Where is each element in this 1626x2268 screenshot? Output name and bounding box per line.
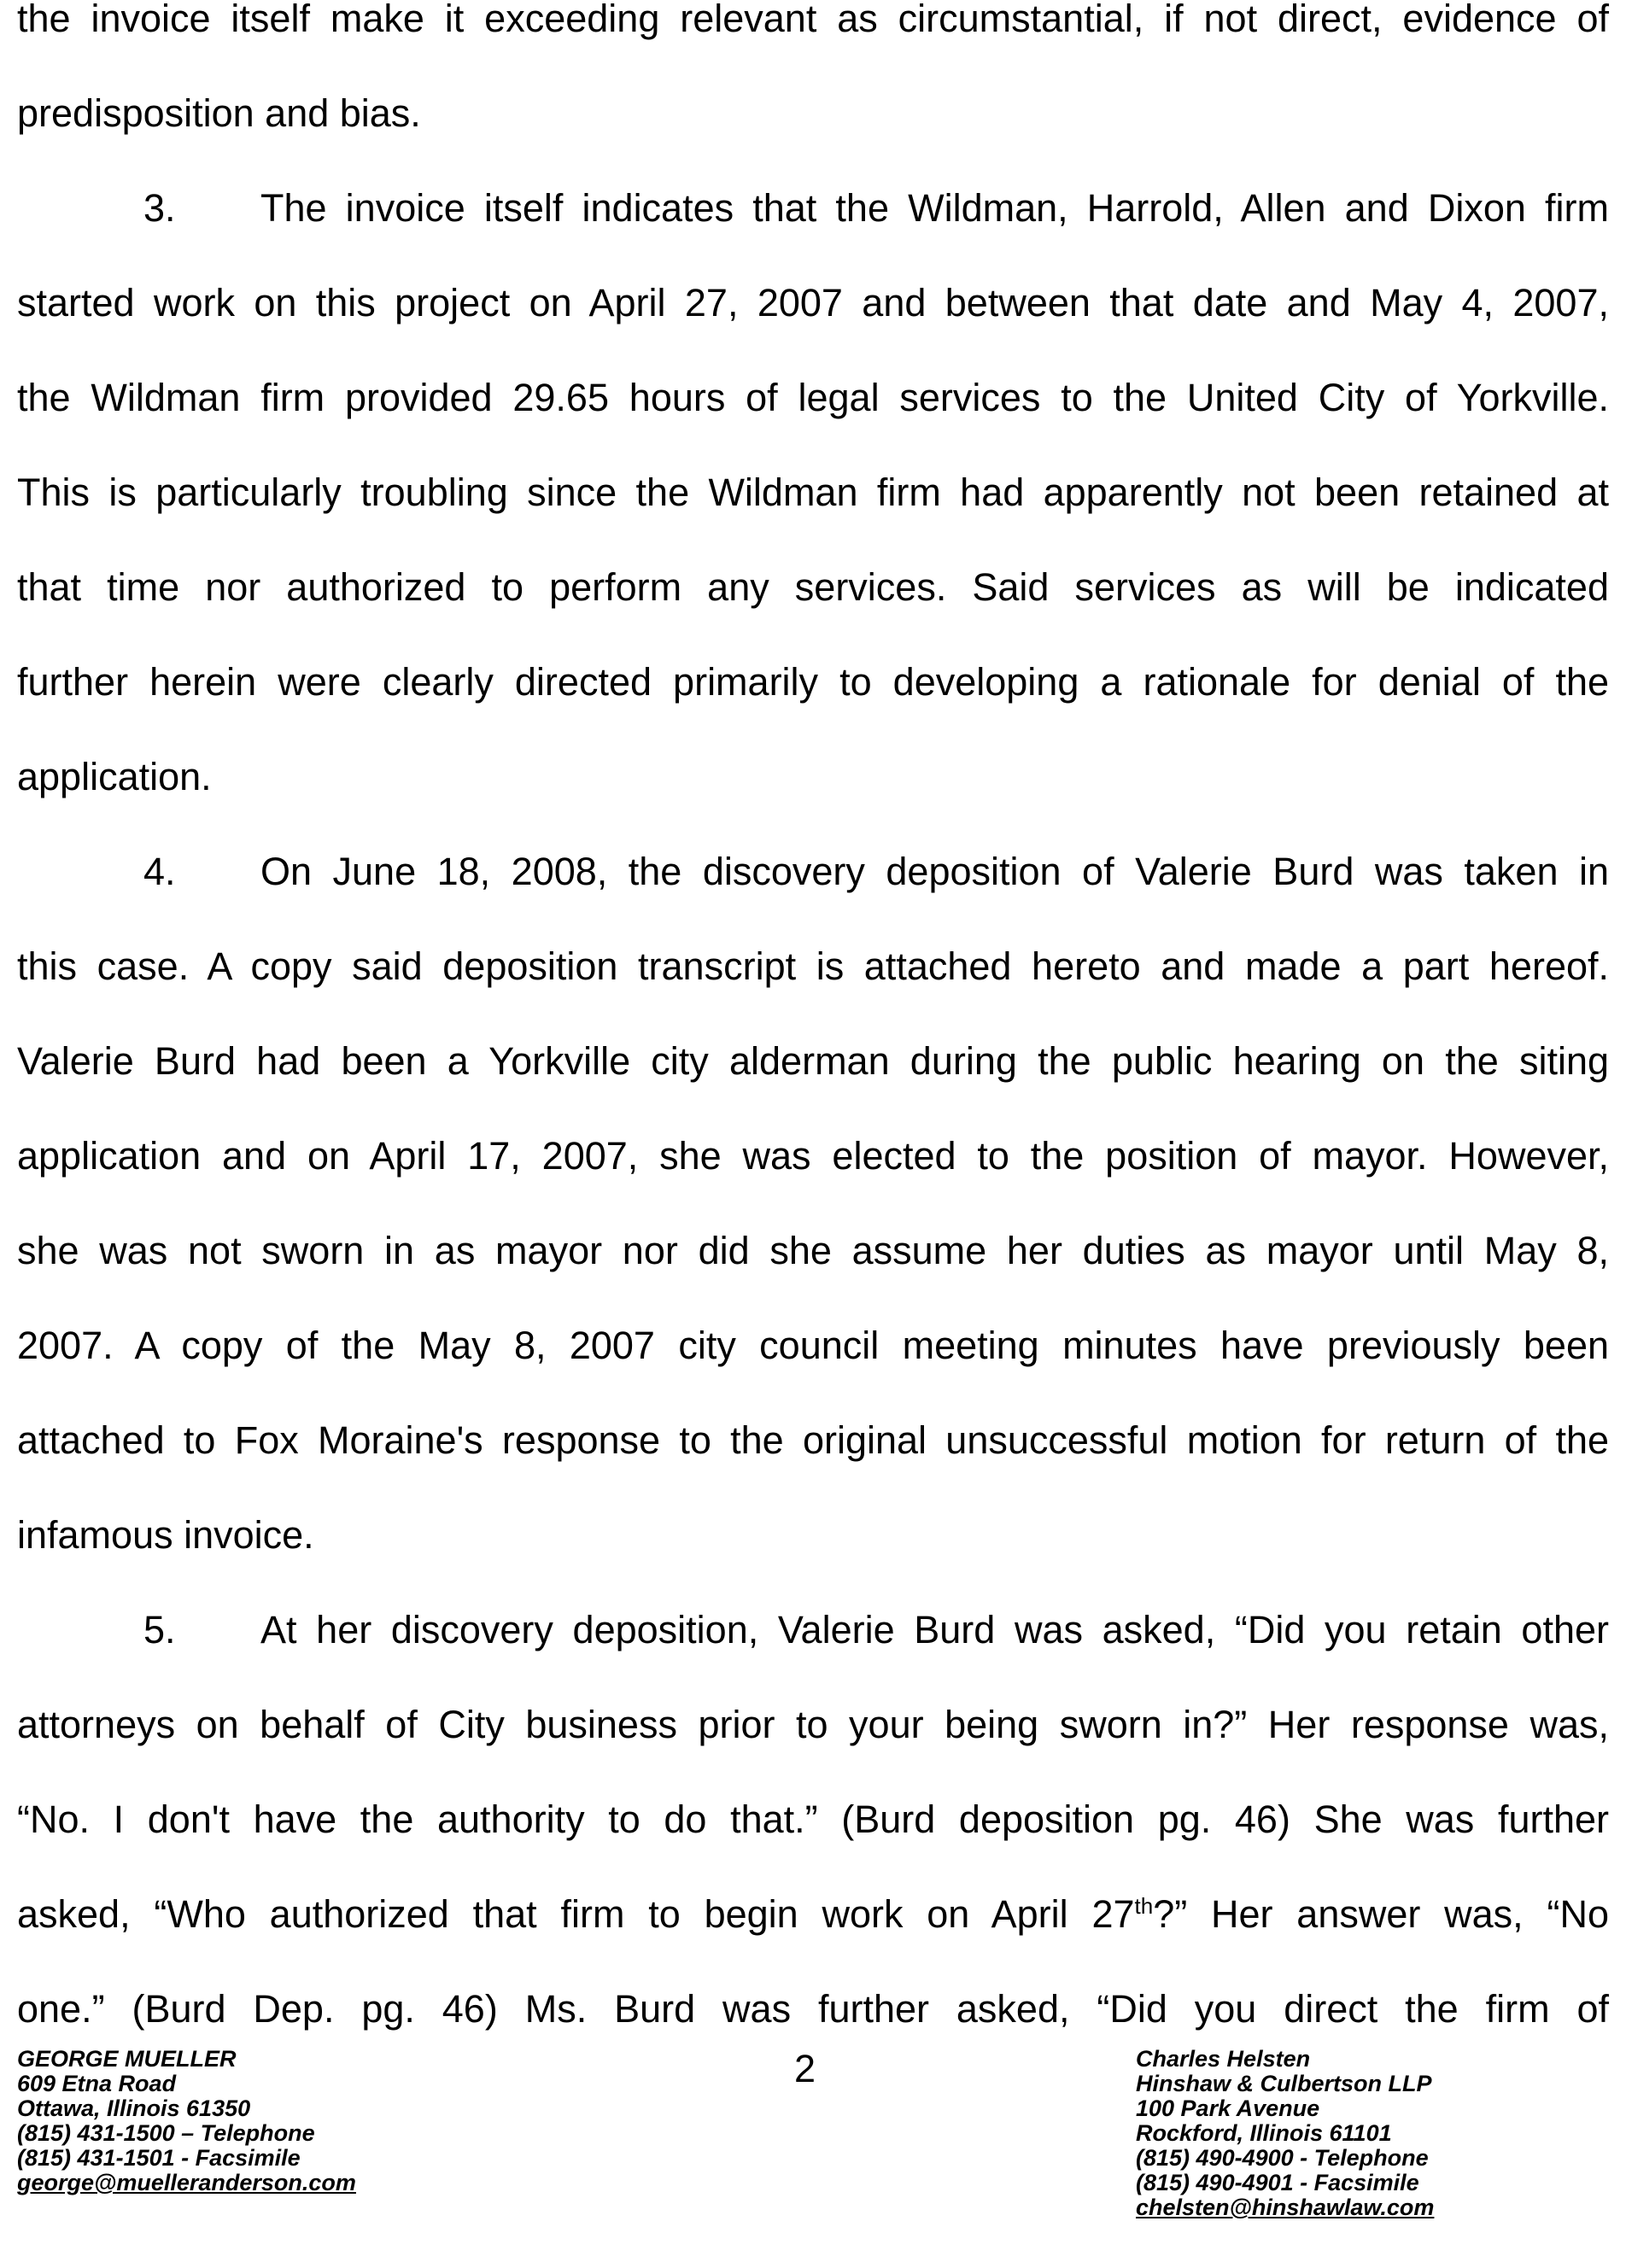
body-line-with-superscript (17, 1891, 1609, 1938)
address-line: Rockford, Illinois 61101 (1136, 2120, 1392, 2146)
paragraph-5-first-line (17, 1606, 1609, 1654)
body-line: she was not sworn in as mayor nor did she assume her duties as mayor until May 8, (17, 1229, 1609, 1272)
body-line: This is particularly troubling since the Wildman firm had apparently not been retained at (17, 471, 1609, 514)
paragraph-number: 3. (143, 186, 176, 230)
paragraph-number: 5. (143, 1608, 176, 1651)
paragraph-number: 4. (143, 850, 176, 893)
body-line: infamous invoice. (17, 1513, 314, 1557)
phone: (815) 490-4900 - Telephone (1136, 2145, 1429, 2171)
firm-name: Hinshaw & Culbertson LLP (1136, 2071, 1432, 2096)
body-line: Valerie Burd had been a Yorkville city alderman during the public hearing on the siting (17, 1039, 1609, 1083)
body-line: attorneys on behalf of City business prior to your being sworn in?” Her response was, (17, 1703, 1609, 1746)
body-line: further herein were clearly directed primarily to developing a rationale for denial of the (17, 660, 1609, 704)
body-line: On June 18, 2008, the discovery deposition of Valerie Burd was taken in (260, 850, 1609, 893)
body-line: started work on this project on April 27, 2007 and between that date and May 4, 2007, (17, 281, 1609, 324)
address-line: 100 Park Avenue (1136, 2096, 1320, 2121)
body-line: ?” Her answer was, “No (1153, 1892, 1609, 1936)
body-line: the invoice itself make it exceeding relevant as circumstantial, if not direct, evidence of (17, 0, 1609, 40)
body-line: one.” (Burd Dep. pg. 46) Ms. Burd was further asked, “Did you direct the firm of (17, 1987, 1609, 2031)
body-line: the Wildman firm provided 29.65 hours of legal services to the United City of Yorkville. (17, 376, 1609, 419)
body-line: 2007. A copy of the May 8, 2007 city council meeting minutes have previously been (17, 1324, 1609, 1367)
body-line: attached to Fox Moraine's response to the original unsuccessful motion for return of the (17, 1418, 1609, 1462)
body-line: “No. I don't have the authority to do that.” (Burd deposition pg. 46) She was further (17, 1797, 1609, 1841)
body-line: The invoice itself indicates that the Wildman, Harrold, Allen and Dixon firm (260, 186, 1609, 230)
email-link[interactable]: george@muelleranderson.com (17, 2170, 356, 2195)
footer-right-block (1136, 2047, 1434, 2220)
address-line: 609 Etna Road (17, 2071, 177, 2096)
footer-left-block (17, 2047, 356, 2195)
body-line: At her discovery deposition, Valerie Burd was asked, “Did you retain other (260, 1608, 1609, 1651)
phone: (815) 431-1500 – Telephone (17, 2120, 315, 2146)
fax: (815) 431-1501 - Facsimile (17, 2145, 301, 2171)
body-line: that time nor authorized to perform any services. Said services as will be indicated (17, 565, 1609, 609)
body-line: application and on April 17, 2007, she was elected to the position of mayor. However, (17, 1134, 1609, 1178)
page-number: 2 (794, 2047, 816, 2090)
paragraph-3-first-line (17, 184, 1609, 232)
body-line: predisposition and bias. (17, 91, 421, 135)
superscript: th (1134, 1893, 1154, 1919)
body-line: asked, “Who authorized that firm to begin work on April 27 (17, 1892, 1135, 1936)
attorney-name: Charles Helsten (1136, 2046, 1311, 2072)
attorney-name: GEORGE MUELLER (17, 2046, 237, 2072)
paragraph-4-first-line (17, 848, 1609, 896)
address-line: Ottawa, Illinois 61350 (17, 2096, 251, 2121)
fax: (815) 490-4901 - Facsimile (1136, 2170, 1419, 2195)
body-line: application. (17, 755, 212, 798)
body-line: this case. A copy said deposition transcript is attached hereto and made a part hereof. (17, 944, 1609, 988)
email-link[interactable]: chelsten@hinshawlaw.com (1136, 2195, 1435, 2220)
